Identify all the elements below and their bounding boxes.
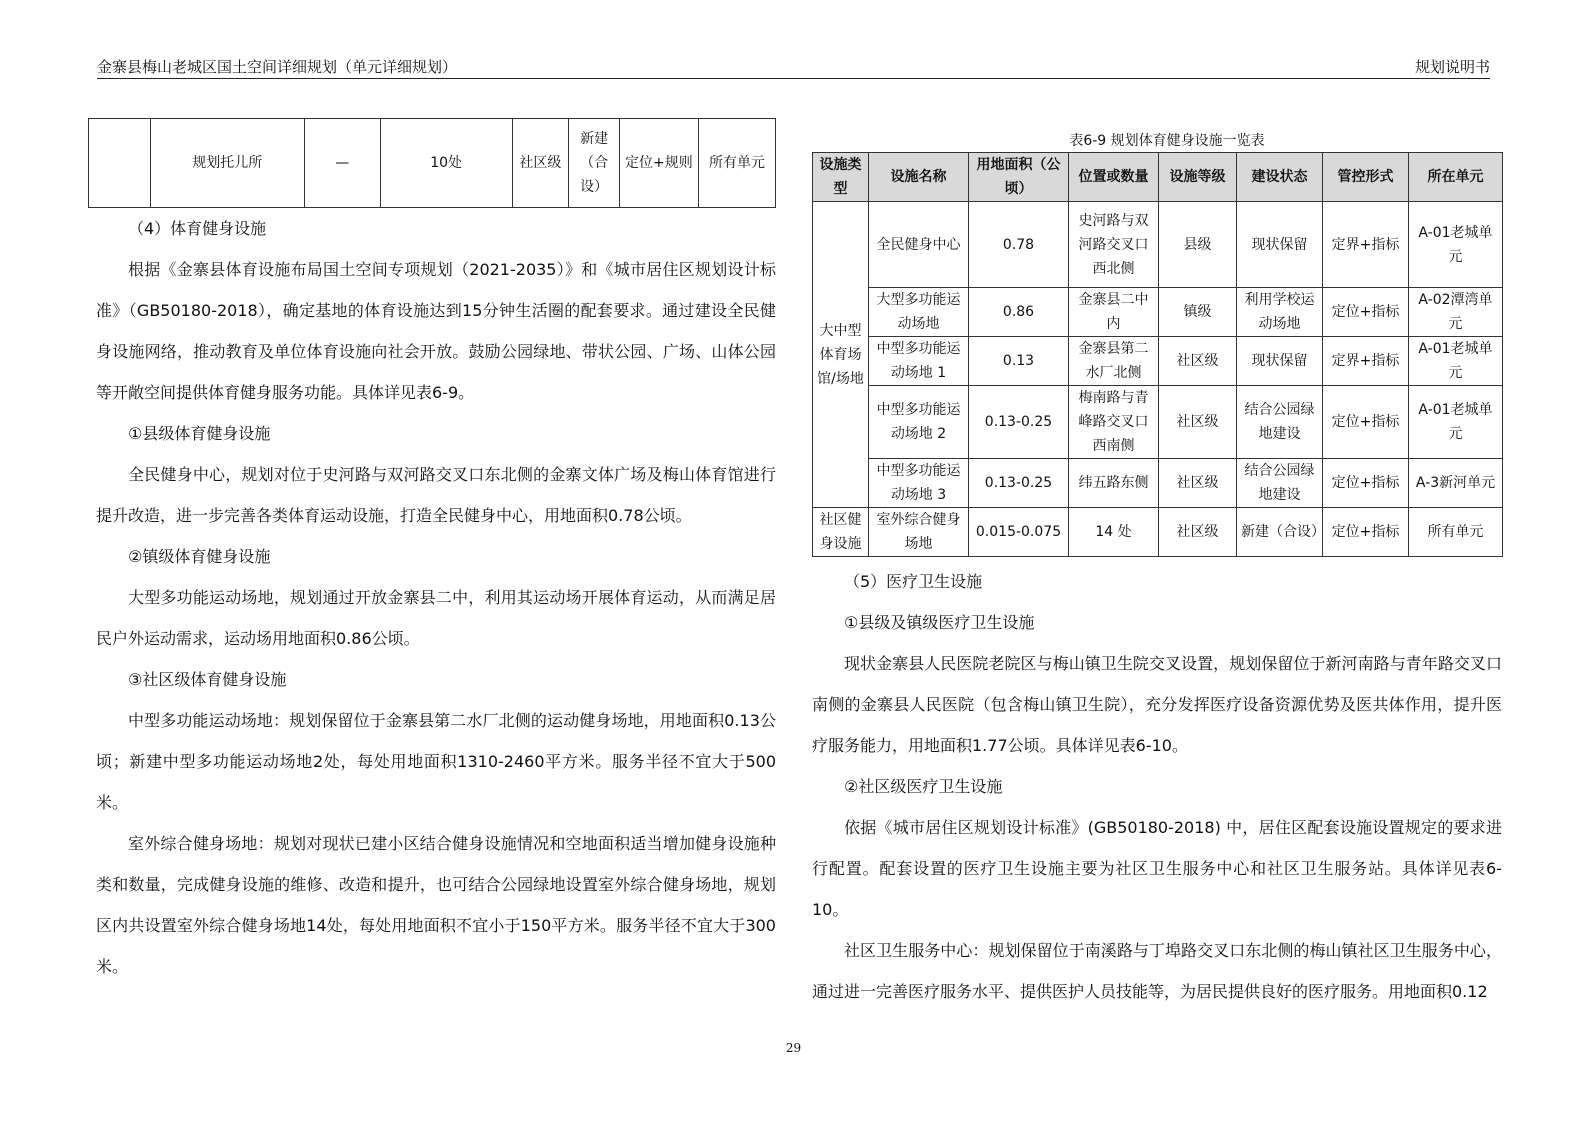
table-cell: 大型多功能运动场地 bbox=[869, 288, 969, 337]
facility-type-cell: 大中型体育场馆/场地 bbox=[813, 202, 869, 508]
table-cell: 室外综合健身场地 bbox=[869, 508, 969, 557]
table-cell: A-02潭湾单元 bbox=[1409, 288, 1503, 337]
table-cell: 金寨县第二水厂北侧 bbox=[1069, 337, 1159, 386]
subsection-heading: ②镇级体育健身设施 bbox=[128, 547, 271, 566]
table-cell: 中型多功能运动场地 3 bbox=[869, 459, 969, 508]
table-cell: 中型多功能运动场地 2 bbox=[869, 386, 969, 459]
table-row bbox=[813, 202, 1503, 288]
subsection-heading: ②社区级医疗卫生设施 bbox=[844, 777, 1003, 796]
table-cell: 定位+指标 bbox=[1323, 288, 1409, 337]
table-cell: 现状保留 bbox=[1237, 337, 1323, 386]
continued-table bbox=[88, 118, 776, 208]
table-cell: 镇级 bbox=[1159, 288, 1237, 337]
subsection-heading: ①县级及镇级医疗卫生设施 bbox=[844, 613, 1035, 632]
table-cell: 社区级 bbox=[1159, 508, 1237, 557]
table-cell: 现状保留 bbox=[1237, 202, 1323, 288]
table-cell: A-01老城单元 bbox=[1409, 337, 1503, 386]
column-header: 用地面积（公顷） bbox=[969, 153, 1069, 202]
paragraph: 根据《金寨县体育设施布局国土空间专项规划（2021-2035）》和《城市居住区规划设计标准》（GB50180-2018），确定基地的体育设施达到15分钟生活圈的配套要求。通过建设全民健身设施网络，推动教育及单位体育设施向社会开放。鼓励公园绿地、带状公园、广场、山体公园等开敞空间提供体育健身服务功能。具体详见表6-9。 bbox=[96, 260, 776, 402]
page-header bbox=[97, 56, 1490, 79]
column-header: 建设状态 bbox=[1237, 153, 1323, 202]
table-row bbox=[813, 288, 1503, 337]
table-cell: 定位+指标 bbox=[1323, 508, 1409, 557]
left-column bbox=[88, 118, 776, 987]
table-cell: 金寨县二中内 bbox=[1069, 288, 1159, 337]
document-title: 金寨县梅山老城区国土空间详细规划（单元详细规划） bbox=[97, 58, 458, 76]
table-cell: 社区级 bbox=[1159, 386, 1237, 459]
page-number: 29 bbox=[785, 1041, 802, 1055]
table-cell: 定位+指标 bbox=[1323, 459, 1409, 508]
table-row bbox=[813, 386, 1503, 459]
table-cell: 10处 bbox=[380, 119, 512, 208]
table-cell: 定界+指标 bbox=[1323, 337, 1409, 386]
table-cell: 社区级 bbox=[1159, 337, 1237, 386]
table-row bbox=[813, 459, 1503, 508]
column-header: 设施名称 bbox=[869, 153, 969, 202]
table-cell: 中型多功能运动场地 1 bbox=[869, 337, 969, 386]
table-cell: 定位+指标 bbox=[1323, 386, 1409, 459]
table-cell: 结合公园绿地建设 bbox=[1237, 386, 1323, 459]
paragraph: 社区卫生服务中心：规划保留位于南溪路与丁埠路交叉口东北侧的梅山镇社区卫生服务中心，通过进一完善医疗服务水平、提供医护人员技能等，为居民提供良好的医疗服务。用地面积0.12 bbox=[812, 941, 1502, 1001]
column-header: 管控形式 bbox=[1323, 153, 1409, 202]
column-header: 设施类型 bbox=[813, 153, 869, 202]
table-cell: 14 处 bbox=[1069, 508, 1159, 557]
paragraph: 全民健身中心，规划对位于史河路与双河路交叉口东北侧的金寨文体广场及梅山体育馆进行提升改造，进一步完善各类体育运动设施，打造全民健身中心，用地面积0.78公顷。 bbox=[96, 465, 776, 525]
table-cell: 0.78 bbox=[969, 202, 1069, 288]
paragraph: 中型多功能运动场地：规划保留位于金寨县第二水厂北侧的运动健身场地，用地面积0.13公顷；新建中型多功能运动场地2处，每处用地面积1310-2460平方米。服务半径不宜大于500米。 bbox=[96, 711, 776, 812]
table-cell: 0.015-0.075 bbox=[969, 508, 1069, 557]
document-type: 规划说明书 bbox=[1414, 58, 1490, 76]
table-cell: 社区级 bbox=[512, 119, 569, 208]
facility-type-cell: 社区健身设施 bbox=[813, 508, 869, 557]
table-cell: 所有单元 bbox=[698, 119, 775, 208]
paragraph: 室外综合健身场地：规划对现状已建小区结合健身设施情况和空地面积适当增加健身设施种类和数量，完成健身设施的维修、改造和提升，也可结合公园绿地设置室外综合健身场地，规划区内共设置室外综合健身场地14处，每处用地面积不宜小于150平方米。服务半径不宜大于300米。 bbox=[96, 834, 776, 976]
table-cell: A-01老城单元 bbox=[1409, 202, 1503, 288]
column-header: 设施等级 bbox=[1159, 153, 1237, 202]
table-cell: 梅南路与青峰路交叉口西南侧 bbox=[1069, 386, 1159, 459]
table-cell: 新建（合设） bbox=[1237, 508, 1323, 557]
table-cell: — bbox=[304, 119, 380, 208]
table-cell bbox=[89, 119, 151, 208]
paragraph: 现状金寨县人民医院老院区与梅山镇卫生院交叉设置，规划保留位于新河南路与青年路交叉口南侧的金寨县人民医院（包含梅山镇卫生院），充分发挥医疗设备资源优势及医共体作用，提升医疗服务能力，用地面积1.77公顷。具体详见表6-10。 bbox=[812, 654, 1502, 755]
table-cell: 利用学校运动场地 bbox=[1237, 288, 1323, 337]
subsection-heading: ①县级体育健身设施 bbox=[128, 424, 271, 443]
table-caption: 表6-9 规划体育健身设施一览表 bbox=[1069, 133, 1265, 149]
column-header: 位置或数量 bbox=[1069, 153, 1159, 202]
sports-facility-table bbox=[812, 152, 1503, 557]
table-cell: 所有单元 bbox=[1409, 508, 1503, 557]
section-heading: （4）体育健身设施 bbox=[128, 219, 267, 238]
table-cell: 全民健身中心 bbox=[869, 202, 969, 288]
table-row bbox=[89, 119, 776, 208]
section-heading: （5）医疗卫生设施 bbox=[844, 572, 983, 591]
column-header: 所在单元 bbox=[1409, 153, 1503, 202]
right-column bbox=[812, 118, 1502, 1012]
table-cell: 0.13-0.25 bbox=[969, 459, 1069, 508]
paragraph: 大型多功能运动场地，规划通过开放金寨县二中，利用其运动场开展体育运动，从而满足居民户外运动需求，运动场用地面积0.86公顷。 bbox=[96, 588, 776, 648]
subsection-heading: ③社区级体育健身设施 bbox=[128, 670, 287, 689]
table-cell: 史河路与双河路交叉口西北侧 bbox=[1069, 202, 1159, 288]
table-cell: 社区级 bbox=[1159, 459, 1237, 508]
table-header-row bbox=[813, 153, 1503, 202]
paragraph: 依据《城市居住区规划设计标准》(GB50180-2018) 中，居住区配套设施设置规定的要求进行配置。配套设置的医疗卫生设施主要为社区卫生服务中心和社区卫生服务站。具体详见表6-10。 bbox=[812, 818, 1502, 919]
table-cell: 0.86 bbox=[969, 288, 1069, 337]
table-cell: 县级 bbox=[1159, 202, 1237, 288]
table-cell: 定界+指标 bbox=[1323, 202, 1409, 288]
table-cell: A-01老城单元 bbox=[1409, 386, 1503, 459]
table-cell: 新建（合设） bbox=[569, 119, 620, 208]
table-row bbox=[813, 508, 1503, 557]
table-cell: A-3新河单元 bbox=[1409, 459, 1503, 508]
table-cell: 0.13 bbox=[969, 337, 1069, 386]
table-row bbox=[813, 337, 1503, 386]
table-cell: 结合公园绿地建设 bbox=[1237, 459, 1323, 508]
table-cell: 0.13-0.25 bbox=[969, 386, 1069, 459]
table-cell: 定位+规则 bbox=[619, 119, 698, 208]
table-cell: 规划托儿所 bbox=[150, 119, 304, 208]
table-cell: 纬五路东侧 bbox=[1069, 459, 1159, 508]
